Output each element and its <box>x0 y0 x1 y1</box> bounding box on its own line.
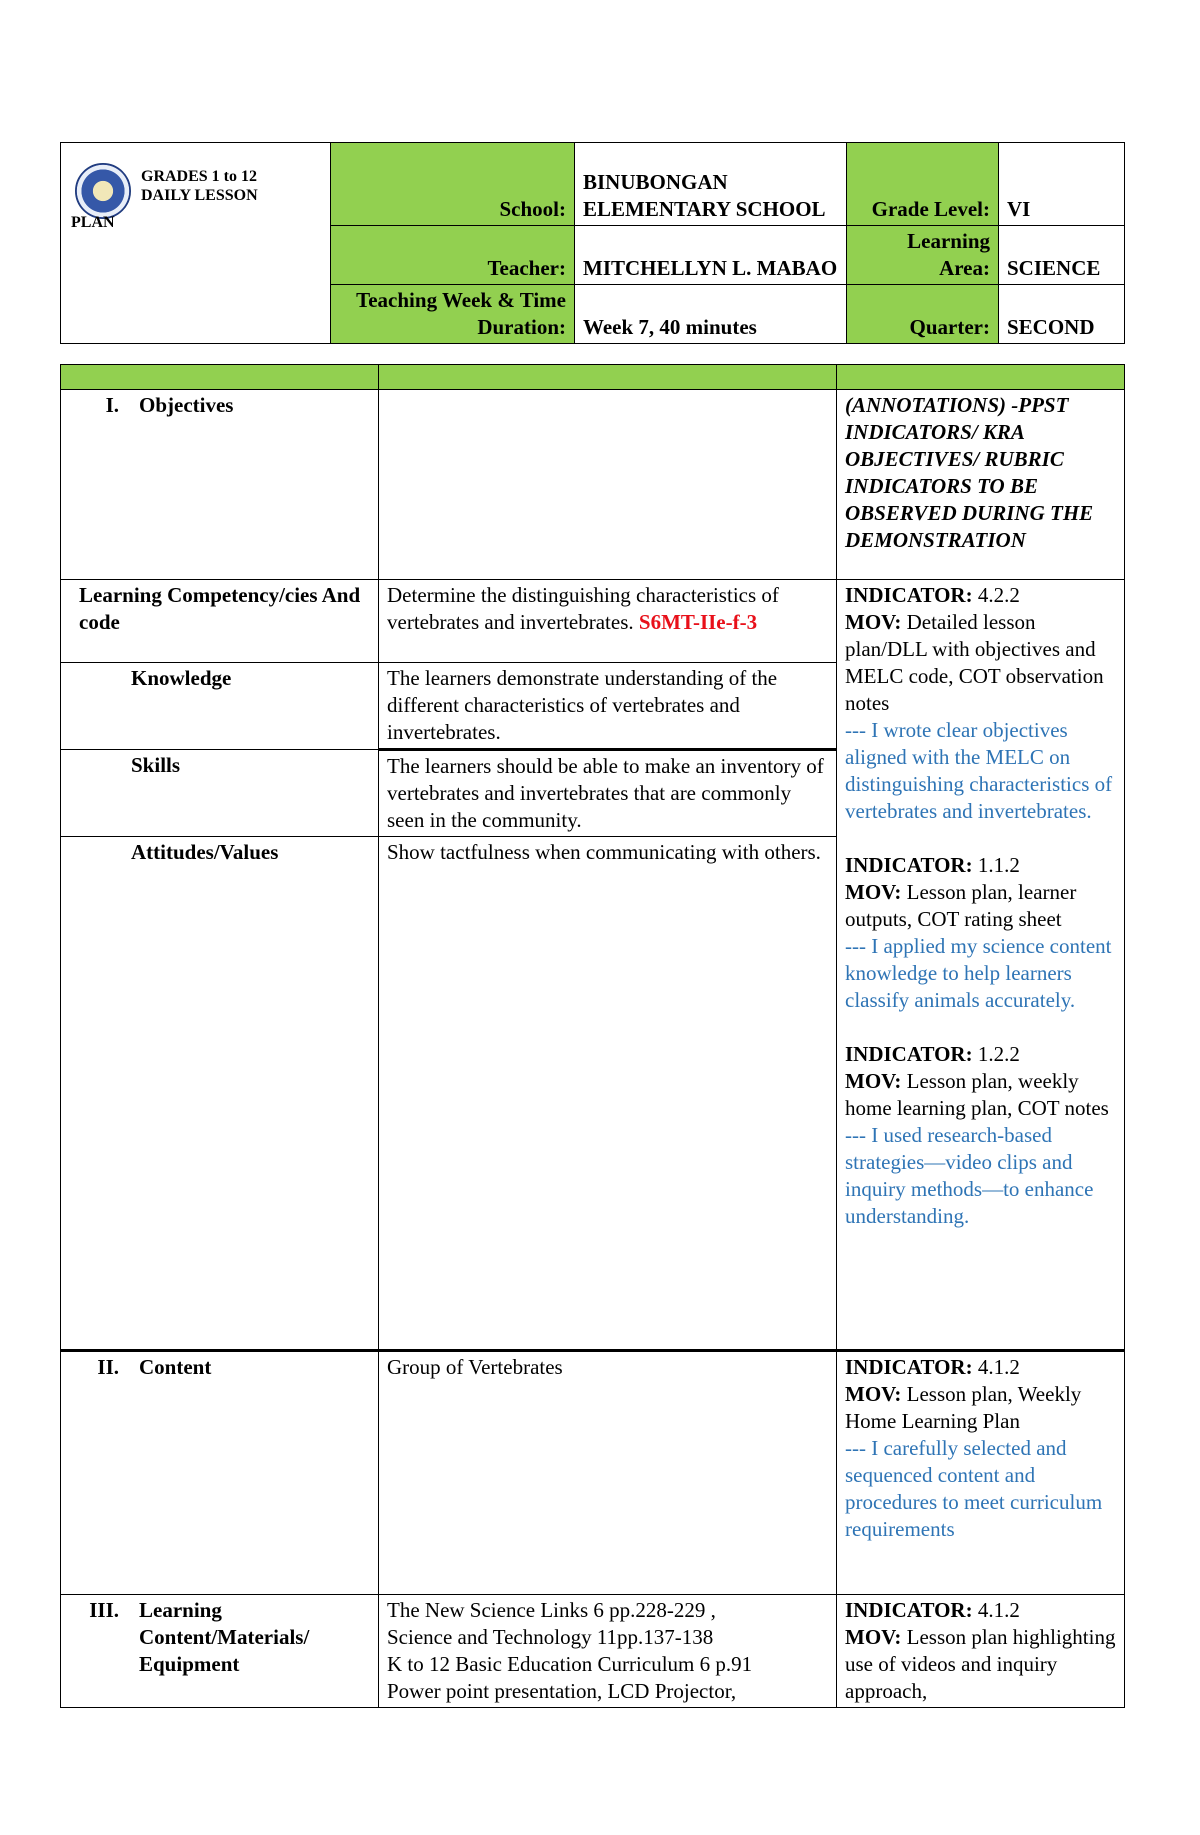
title-line-2: DAILY LESSON <box>141 187 258 204</box>
annotation-2 <box>845 852 1116 1014</box>
green-band-3 <box>837 365 1125 390</box>
section-title: Content <box>139 1355 212 1379</box>
indicator-value: 4.1.2 <box>977 1355 1020 1379</box>
teacher-value: MITCHELLYN L. MABAO <box>575 226 847 285</box>
school-value: BINUBONGAN ELEMENTARY SCHOOL <box>575 143 847 226</box>
mov-label: MOV: <box>845 610 902 634</box>
indicator-value: 4.1.2 <box>977 1598 1020 1622</box>
section-number: III. <box>89 1598 119 1622</box>
logo-cell <box>61 143 331 344</box>
mov-value: Lesson plan, Weekly Home Learning Plan <box>845 1382 1082 1433</box>
competency-label: Learning Competency/cies And code <box>61 580 379 663</box>
materials-text <box>379 1595 837 1708</box>
mov-label: MOV: <box>845 1382 902 1406</box>
teacher-label: Teacher: <box>331 226 575 285</box>
title-line-1: GRADES 1 to 12 <box>141 168 258 185</box>
quarter-value: SECOND <box>999 285 1125 344</box>
materials-annotation <box>837 1595 1125 1708</box>
competency-code: S6MT-IIe-f-3 <box>638 610 758 634</box>
school-label: School: <box>331 143 575 226</box>
objectives-annotations <box>837 580 1125 1351</box>
objectives-heading <box>61 390 379 580</box>
mov-value: Lesson plan, learner outputs, COT rating sheet <box>845 880 1077 931</box>
indicator-label: INDICATOR: <box>845 583 973 607</box>
skills-text: The learners should be able to make an inventory of vertebrates and invertebrates that are commonly seen in the community. <box>379 750 837 837</box>
annotation-note: --- I carefully selected and sequenced content and procedures to meet curriculum requirements <box>845 1436 1103 1541</box>
mov-value: Detailed lesson plan/DLL with objectives and MELC code, COT observation notes <box>845 610 1104 715</box>
competency-text <box>379 580 837 663</box>
section-number: II. <box>97 1355 119 1379</box>
week-label: Teaching Week & Time Duration: <box>331 285 575 344</box>
indicator-label: INDICATOR: <box>845 1355 973 1379</box>
mov-value: Lesson plan highlighting use of videos and inquiry approach, <box>845 1625 1116 1703</box>
material-line: K to 12 Basic Education Curriculum 6 p.91 <box>387 1652 753 1676</box>
green-band-1 <box>61 365 379 390</box>
plan-title <box>141 167 258 205</box>
annotations-heading: (ANNOTATIONS) -PPST INDICATORS/ KRA OBJECTIVES/ RUBRIC INDICATORS TO BE OBSERVED DURING THE DEMONSTRATION <box>837 390 1125 580</box>
grade-value: VI <box>999 143 1125 226</box>
area-value: SCIENCE <box>999 226 1125 285</box>
knowledge-text: The learners demonstrate understanding of the different characteristics of vertebrates and invertebrates. <box>379 663 837 750</box>
week-value: Week 7, 40 minutes <box>575 285 847 344</box>
content-annotation <box>837 1351 1125 1595</box>
section-number: I. <box>105 393 119 417</box>
quarter-label: Quarter: <box>847 285 999 344</box>
annotation-1 <box>845 582 1116 825</box>
header-table <box>60 142 1125 344</box>
material-line: Science and Technology 11pp.137-138 <box>387 1625 714 1649</box>
annotation-note: --- I wrote clear objectives aligned with the MELC on distinguishing characteristics of vertebrates and invertebrates. <box>845 718 1113 823</box>
green-band-2 <box>379 365 837 390</box>
section-title: Objectives <box>139 393 234 417</box>
content-heading <box>61 1351 379 1595</box>
mov-label: MOV: <box>845 1069 902 1093</box>
attitudes-label: Attitudes/Values <box>61 837 379 1351</box>
indicator-label: INDICATOR: <box>845 1598 973 1622</box>
annotation-note: --- I applied my science content knowledge to help learners classify animals accurately. <box>845 934 1112 1012</box>
material-line: The New Science Links 6 pp.228-229 , <box>387 1598 716 1622</box>
mov-value: Lesson plan, weekly home learning plan, COT notes <box>845 1069 1109 1120</box>
skills-label: Skills <box>61 750 379 837</box>
attitudes-text: Show tactfulness when communicating with others. <box>379 837 837 1351</box>
competency-description: Determine the distinguishing characteristics of vertebrates and invertebrates. <box>387 583 779 634</box>
indicator-value: 1.2.2 <box>977 1042 1020 1066</box>
annotation-note: --- I used research-based strategies—video clips and inquiry methods—to enhance understanding. <box>845 1123 1094 1228</box>
objectives-empty <box>379 390 837 580</box>
area-label: Learning Area: <box>847 226 999 285</box>
mov-label: MOV: <box>845 1625 902 1649</box>
knowledge-label: Knowledge <box>61 663 379 750</box>
annotation-3 <box>845 1041 1116 1230</box>
content-text: Group of Vertebrates <box>379 1351 837 1595</box>
indicator-value: 4.2.2 <box>977 583 1020 607</box>
materials-heading <box>61 1595 379 1708</box>
title-line-3: PLAN <box>71 214 115 231</box>
section-title: Learning Content/Materials/ Equipment <box>139 1598 310 1676</box>
mov-label: MOV: <box>845 880 902 904</box>
indicator-label: INDICATOR: <box>845 853 973 877</box>
indicator-label: INDICATOR: <box>845 1042 973 1066</box>
indicator-value: 1.1.2 <box>977 853 1020 877</box>
grade-label: Grade Level: <box>847 143 999 226</box>
material-line: Power point presentation, LCD Projector, <box>387 1679 737 1703</box>
lesson-table <box>60 364 1125 1708</box>
